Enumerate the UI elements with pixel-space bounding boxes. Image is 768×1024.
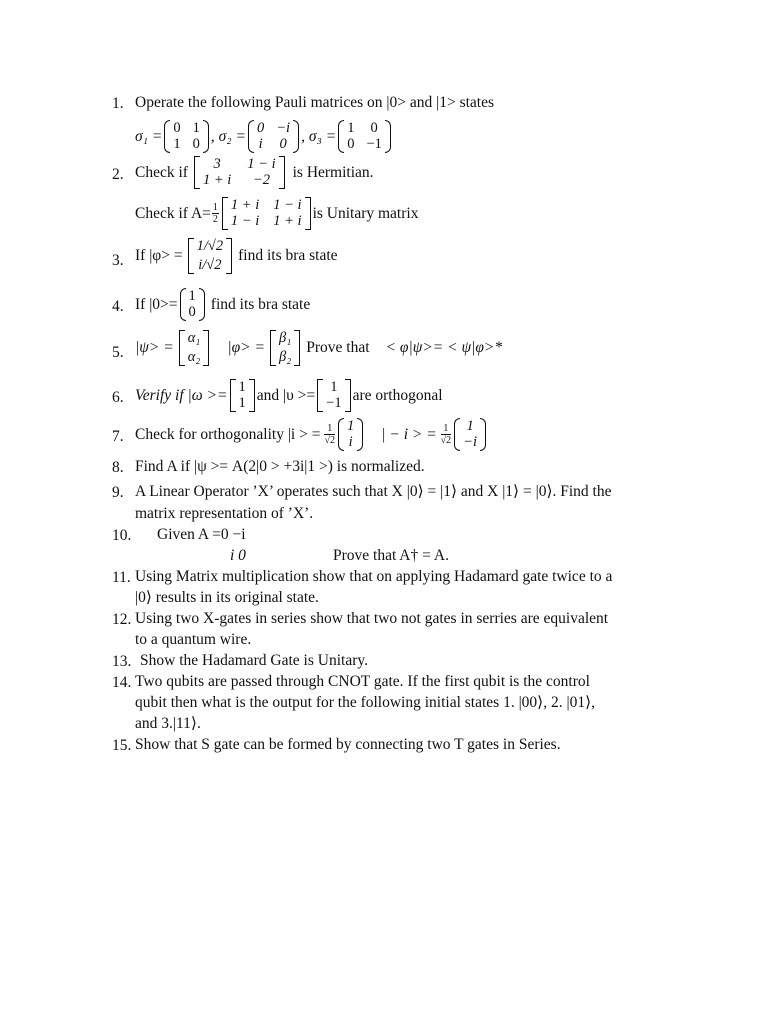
question-text: Two qubits are passed through CNOT gate. If the first qubit is the control: [135, 673, 590, 690]
matrix-phi: 1/√2 i/√2: [188, 238, 233, 274]
matrix-ket-minus-i: 1 −i: [454, 418, 486, 451]
question-text: Using Matrix multiplication show that on applying Hadamard gate twice to a: [135, 568, 613, 585]
question-text: |0⟩ results in its original state.: [135, 589, 319, 606]
question-number: 2.: [112, 166, 124, 183]
question-text: Operate the following Pauli matrices on |0> and |1> states: [135, 94, 495, 111]
matrix-sigma3: 1 0 0 −1: [338, 120, 391, 153]
question-text: If |φ> = 1/√2 i/√2 find its bra state: [135, 238, 338, 274]
question-text: Show that S gate can be formed by connecting two T gates in Series.: [135, 736, 561, 753]
question-text: |ψ> = α₁ α₂ |φ> = β₁ β₂ Prove that < φ|ψ>= < ψ|φ>*: [135, 330, 503, 366]
matrix-ket0: 1 0: [180, 288, 205, 321]
question-text: and 3.|11⟩.: [135, 715, 201, 732]
matrix-phi: β₁ β₂: [270, 330, 300, 366]
question-number: 14.: [112, 674, 132, 691]
matrix-sigma2: 0 −i i 0: [248, 120, 299, 153]
question-number: 8.: [112, 459, 124, 476]
question-text: Verify if |ω >= 1 1 and |υ >= 1 −1 are orthogonal: [135, 379, 443, 412]
matrix-hermitian: 3 1 − i 1 + i −2: [194, 156, 285, 189]
question-number: 1.: [112, 95, 124, 112]
question-text: to a quantum wire.: [135, 631, 252, 648]
matrix-ket-i: 1 i: [338, 418, 363, 451]
question-text: Using two X-gates in series show that two not gates in serries are equivalent: [135, 610, 609, 627]
question-number: 13.: [112, 653, 132, 670]
question-number: 4.: [112, 298, 124, 315]
fraction: $\frac{1}{2}$: [212, 202, 218, 226]
question-text: Check for orthogonality |i > = $\frac{1}{√2}$ 1 i | − i > = $\frac{1}{√2}$ 1 −i: [135, 418, 488, 451]
fraction: $\frac{1}{√2}$: [324, 423, 335, 447]
question-text: Given A =0 −i: [157, 526, 246, 543]
question-text: A Linear Operator ’X’ operates such that X |0⟩ = |1⟩ and X |1⟩ = |0⟩. Find the: [135, 483, 612, 500]
question-text: Check if A= $\frac{1}{2}$ 1 + i 1 − i 1 − i 1 + i is Unitary matrix: [135, 197, 419, 230]
question-text: Check if 3 1 − i 1 + i −2 is Hermitian.: [135, 156, 374, 189]
question-text: If |0>= 1 0 find its bra state: [135, 288, 311, 321]
question-text: i 0: [230, 547, 246, 564]
matrix-upsilon: 1 −1: [317, 379, 350, 412]
question-text: Show the Hadamard Gate is Unitary.: [140, 652, 368, 669]
matrix-unitary: 1 + i 1 − i 1 − i 1 + i: [222, 197, 311, 230]
sigma1-label: σ₁ =: [135, 127, 163, 145]
question-number: 9.: [112, 484, 124, 501]
question-number: 11.: [112, 569, 131, 586]
question-text: qubit then what is the output for the following initial states 1. |00⟩, 2. |01⟩,: [135, 694, 595, 711]
matrix-sigma1: 0 1 1 0: [164, 120, 209, 153]
matrix-psi: α₁ α₂: [179, 330, 210, 366]
sigma2-label: σ₂ =: [218, 127, 246, 145]
question-text: Prove that A† = A.: [333, 547, 449, 564]
question-text: matrix representation of ’X’.: [135, 505, 314, 522]
question-text: Find A if |ψ >= A(2|0 > +3i|1 >) is normalized.: [135, 458, 425, 475]
fraction: $\frac{1}{√2}$: [440, 423, 452, 447]
question-number: 7.: [112, 428, 124, 445]
question-number: 3.: [112, 252, 124, 269]
question-number: 6.: [112, 389, 124, 406]
question-number: 5.: [112, 344, 124, 361]
matrix-omega: 1 1: [230, 379, 255, 412]
question-number: 10.: [112, 527, 132, 544]
question-number: 12.: [112, 611, 132, 628]
pauli-matrices: σ₁ = 0 1 1 0 , σ₂ = 0 −i i 0 , σ₃ = 1 0 0 −1: [135, 120, 393, 153]
sigma3-label: σ₃ =: [308, 127, 337, 145]
question-number: 15.: [112, 737, 132, 754]
